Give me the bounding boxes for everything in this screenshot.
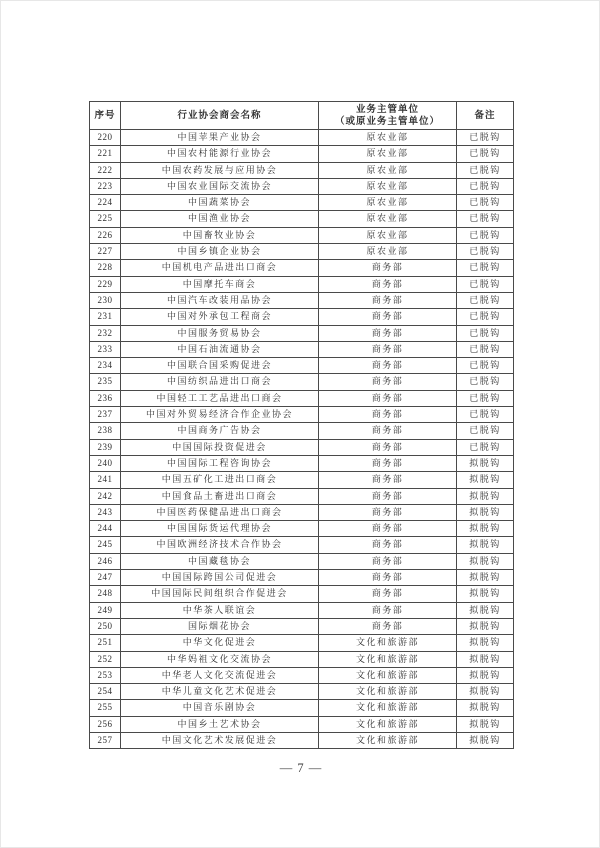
cell-association-name: 中国汽车改装用品协会 [121, 292, 319, 308]
cell-supervising-unit: 商务部 [319, 618, 457, 634]
table-row [90, 325, 514, 341]
cell-remarks: 已脱钩 [457, 407, 514, 423]
cell-remarks: 拟脱钩 [457, 521, 514, 537]
cell-supervising-unit: 原农业部 [319, 244, 457, 260]
table-row [90, 178, 514, 194]
cell-supervising-unit: 商务部 [319, 570, 457, 586]
table-row [90, 488, 514, 504]
cell-remarks: 已脱钩 [457, 260, 514, 276]
cell-remarks: 已脱钩 [457, 130, 514, 146]
table-header-row [90, 102, 514, 130]
cell-serial-number: 241 [90, 472, 121, 488]
cell-serial-number: 224 [90, 195, 121, 211]
cell-serial-number: 255 [90, 700, 121, 716]
cell-supervising-unit: 商务部 [319, 521, 457, 537]
cell-supervising-unit: 商务部 [319, 374, 457, 390]
cell-association-name: 中国机电产品进出口商会 [121, 260, 319, 276]
header-serial-number: 序号 [90, 102, 121, 130]
table-row [90, 130, 514, 146]
cell-serial-number: 220 [90, 130, 121, 146]
cell-supervising-unit: 文化和旅游部 [319, 700, 457, 716]
cell-serial-number: 221 [90, 146, 121, 162]
cell-serial-number: 243 [90, 504, 121, 520]
cell-supervising-unit: 商务部 [319, 260, 457, 276]
table-row [90, 586, 514, 602]
cell-association-name: 中国国际工程咨询协会 [121, 455, 319, 471]
cell-serial-number: 225 [90, 211, 121, 227]
table-row [90, 700, 514, 716]
cell-association-name: 中国纺织品进出口商会 [121, 374, 319, 390]
header-supervising-unit [319, 102, 457, 130]
cell-remarks: 拟脱钩 [457, 472, 514, 488]
table-row [90, 716, 514, 732]
table-row [90, 684, 514, 700]
cell-association-name: 中国轻工工艺品进出口商会 [121, 390, 319, 406]
cell-supervising-unit: 商务部 [319, 390, 457, 406]
cell-serial-number: 232 [90, 325, 121, 341]
cell-serial-number: 231 [90, 309, 121, 325]
cell-association-name: 中国国际民间组织合作促进会 [121, 586, 319, 602]
cell-serial-number: 229 [90, 276, 121, 292]
table-row [90, 504, 514, 520]
cell-association-name: 中国摩托车商会 [121, 276, 319, 292]
cell-association-name: 中华妈祖文化交流协会 [121, 651, 319, 667]
cell-remarks: 拟脱钩 [457, 667, 514, 683]
table-row [90, 602, 514, 618]
table-row [90, 423, 514, 439]
cell-serial-number: 249 [90, 602, 121, 618]
table-row [90, 276, 514, 292]
cell-association-name: 中国农村能源行业协会 [121, 146, 319, 162]
cell-association-name: 中国医药保健品进出口商会 [121, 504, 319, 520]
cell-supervising-unit: 原农业部 [319, 130, 457, 146]
cell-serial-number: 256 [90, 716, 121, 732]
cell-remarks: 拟脱钩 [457, 635, 514, 651]
cell-serial-number: 233 [90, 341, 121, 357]
cell-serial-number: 223 [90, 178, 121, 194]
table-row [90, 374, 514, 390]
cell-supervising-unit: 商务部 [319, 553, 457, 569]
cell-supervising-unit: 原农业部 [319, 162, 457, 178]
cell-supervising-unit: 原农业部 [319, 227, 457, 243]
cell-association-name: 中国文化艺术发展促进会 [121, 732, 319, 748]
table-row [90, 162, 514, 178]
cell-serial-number: 230 [90, 292, 121, 308]
cell-supervising-unit: 商务部 [319, 504, 457, 520]
cell-association-name: 中国渔业协会 [121, 211, 319, 227]
cell-serial-number: 248 [90, 586, 121, 602]
cell-remarks: 拟脱钩 [457, 553, 514, 569]
table-row [90, 309, 514, 325]
cell-serial-number: 222 [90, 162, 121, 178]
cell-serial-number: 251 [90, 635, 121, 651]
table-row [90, 341, 514, 357]
table-row [90, 146, 514, 162]
cell-supervising-unit: 文化和旅游部 [319, 667, 457, 683]
cell-supervising-unit: 商务部 [319, 488, 457, 504]
cell-serial-number: 252 [90, 651, 121, 667]
cell-association-name: 中国乡土艺术协会 [121, 716, 319, 732]
cell-association-name: 中国食品土畜进出口商会 [121, 488, 319, 504]
cell-remarks: 已脱钩 [457, 309, 514, 325]
cell-association-name: 中国对外贸易经济合作企业协会 [121, 407, 319, 423]
cell-remarks: 已脱钩 [457, 439, 514, 455]
cell-supervising-unit: 商务部 [319, 276, 457, 292]
cell-association-name: 中华老人文化交流促进会 [121, 667, 319, 683]
cell-serial-number: 253 [90, 667, 121, 683]
cell-supervising-unit: 商务部 [319, 537, 457, 553]
cell-supervising-unit: 文化和旅游部 [319, 716, 457, 732]
cell-remarks: 拟脱钩 [457, 570, 514, 586]
cell-serial-number: 227 [90, 244, 121, 260]
table-row [90, 407, 514, 423]
cell-association-name: 中国联合国采购促进会 [121, 358, 319, 374]
table-row [90, 570, 514, 586]
table-row [90, 521, 514, 537]
cell-serial-number: 242 [90, 488, 121, 504]
cell-supervising-unit: 商务部 [319, 358, 457, 374]
cell-association-name: 中华儿童文化艺术促进会 [121, 684, 319, 700]
cell-association-name: 中华茶人联谊会 [121, 602, 319, 618]
table-row [90, 195, 514, 211]
header-supervising-unit-line1: 业务主管单位 [355, 103, 419, 115]
cell-serial-number: 254 [90, 684, 121, 700]
cell-remarks: 拟脱钩 [457, 586, 514, 602]
cell-association-name: 中国农业国际交流协会 [121, 178, 319, 194]
cell-supervising-unit: 商务部 [319, 341, 457, 357]
cell-remarks: 已脱钩 [457, 227, 514, 243]
table-row [90, 537, 514, 553]
table-row [90, 292, 514, 308]
header-association-name: 行业协会商会名称 [121, 102, 319, 130]
table-row [90, 618, 514, 634]
cell-serial-number: 235 [90, 374, 121, 390]
cell-supervising-unit: 商务部 [319, 455, 457, 471]
table-row [90, 472, 514, 488]
cell-remarks: 已脱钩 [457, 178, 514, 194]
cell-supervising-unit: 原农业部 [319, 211, 457, 227]
cell-serial-number: 244 [90, 521, 121, 537]
cell-remarks: 拟脱钩 [457, 602, 514, 618]
cell-association-name: 国际烟花协会 [121, 618, 319, 634]
cell-serial-number: 239 [90, 439, 121, 455]
cell-remarks: 拟脱钩 [457, 732, 514, 748]
cell-serial-number: 236 [90, 390, 121, 406]
cell-remarks: 已脱钩 [457, 195, 514, 211]
cell-association-name: 中国商务广告协会 [121, 423, 319, 439]
table-row [90, 635, 514, 651]
cell-remarks: 拟脱钩 [457, 488, 514, 504]
cell-serial-number: 226 [90, 227, 121, 243]
cell-association-name: 中国畜牧业协会 [121, 227, 319, 243]
table-row [90, 211, 514, 227]
page-number: — 7 — [279, 761, 323, 775]
cell-remarks: 已脱钩 [457, 358, 514, 374]
cell-remarks: 拟脱钩 [457, 684, 514, 700]
cell-association-name: 中国国际投资促进会 [121, 439, 319, 455]
cell-serial-number: 238 [90, 423, 121, 439]
cell-supervising-unit: 文化和旅游部 [319, 635, 457, 651]
table-row [90, 244, 514, 260]
cell-remarks: 已脱钩 [457, 244, 514, 260]
cell-supervising-unit: 原农业部 [319, 195, 457, 211]
cell-serial-number: 250 [90, 618, 121, 634]
cell-supervising-unit: 原农业部 [319, 178, 457, 194]
cell-remarks: 拟脱钩 [457, 716, 514, 732]
cell-supervising-unit: 文化和旅游部 [319, 684, 457, 700]
cell-serial-number: 234 [90, 358, 121, 374]
cell-remarks: 已脱钩 [457, 276, 514, 292]
cell-association-name: 中国石油流通协会 [121, 341, 319, 357]
cell-association-name: 中国乡镇企业协会 [121, 244, 319, 260]
cell-serial-number: 240 [90, 455, 121, 471]
cell-supervising-unit: 商务部 [319, 472, 457, 488]
cell-association-name: 中国欧洲经济技术合作协会 [121, 537, 319, 553]
cell-supervising-unit: 商务部 [319, 423, 457, 439]
cell-association-name: 中国藏毯协会 [121, 553, 319, 569]
cell-remarks: 拟脱钩 [457, 700, 514, 716]
cell-association-name: 中国服务贸易协会 [121, 325, 319, 341]
cell-supervising-unit: 原农业部 [319, 146, 457, 162]
table-row [90, 455, 514, 471]
table-row [90, 667, 514, 683]
table-row [90, 553, 514, 569]
cell-serial-number: 247 [90, 570, 121, 586]
table-row [90, 390, 514, 406]
cell-remarks: 拟脱钩 [457, 537, 514, 553]
cell-supervising-unit: 商务部 [319, 586, 457, 602]
cell-association-name: 中国国际货运代理协会 [121, 521, 319, 537]
cell-remarks: 拟脱钩 [457, 651, 514, 667]
cell-remarks: 已脱钩 [457, 423, 514, 439]
header-remarks: 备注 [457, 102, 514, 130]
association-table [89, 101, 514, 749]
cell-supervising-unit: 商务部 [319, 292, 457, 308]
cell-supervising-unit: 商务部 [319, 439, 457, 455]
cell-supervising-unit: 商务部 [319, 325, 457, 341]
cell-serial-number: 228 [90, 260, 121, 276]
cell-serial-number: 237 [90, 407, 121, 423]
cell-remarks: 已脱钩 [457, 211, 514, 227]
cell-serial-number: 246 [90, 553, 121, 569]
table-row [90, 260, 514, 276]
cell-association-name: 中国五矿化工进出口商会 [121, 472, 319, 488]
cell-remarks: 已脱钩 [457, 292, 514, 308]
cell-supervising-unit: 商务部 [319, 407, 457, 423]
cell-remarks: 已脱钩 [457, 374, 514, 390]
cell-supervising-unit: 商务部 [319, 602, 457, 618]
cell-supervising-unit: 商务部 [319, 309, 457, 325]
table-row [90, 227, 514, 243]
cell-association-name: 中国音乐剧协会 [121, 700, 319, 716]
cell-remarks: 已脱钩 [457, 341, 514, 357]
cell-serial-number: 257 [90, 732, 121, 748]
cell-serial-number: 245 [90, 537, 121, 553]
cell-supervising-unit: 文化和旅游部 [319, 732, 457, 748]
table-row [90, 439, 514, 455]
cell-association-name: 中国苹果产业协会 [121, 130, 319, 146]
cell-remarks: 已脱钩 [457, 162, 514, 178]
cell-remarks: 拟脱钩 [457, 455, 514, 471]
cell-association-name: 中华文化促进会 [121, 635, 319, 651]
table-row [90, 358, 514, 374]
cell-association-name: 中国农药发展与应用协会 [121, 162, 319, 178]
cell-supervising-unit: 文化和旅游部 [319, 651, 457, 667]
cell-association-name: 中国蔬菜协会 [121, 195, 319, 211]
table-row [90, 651, 514, 667]
cell-remarks: 已脱钩 [457, 325, 514, 341]
cell-remarks: 已脱钩 [457, 146, 514, 162]
cell-association-name: 中国对外承包工程商会 [121, 309, 319, 325]
table-row [90, 732, 514, 748]
cell-remarks: 已脱钩 [457, 390, 514, 406]
header-supervising-unit-line2: （或原业务主管单位） [334, 115, 440, 127]
cell-remarks: 拟脱钩 [457, 618, 514, 634]
cell-remarks: 拟脱钩 [457, 504, 514, 520]
cell-association-name: 中国国际跨国公司促进会 [121, 570, 319, 586]
